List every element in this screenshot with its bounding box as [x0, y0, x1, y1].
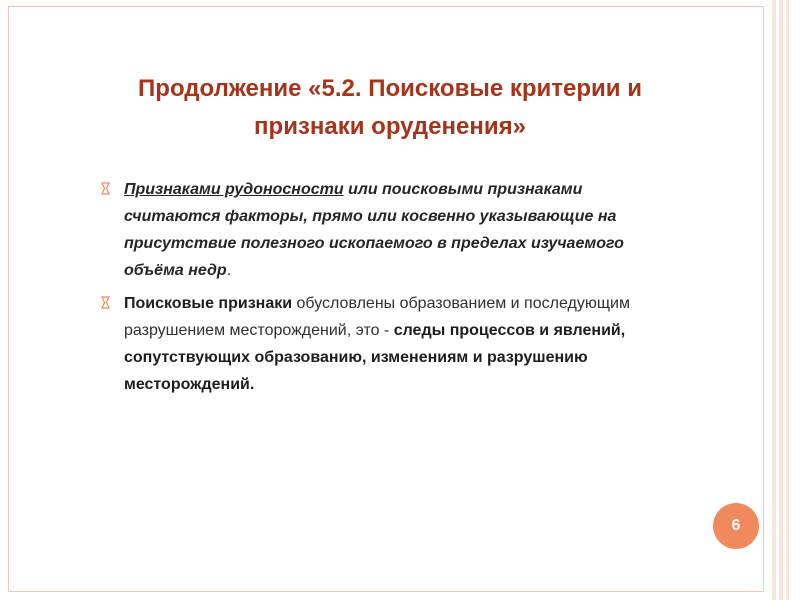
decorative-stripe: [786, 0, 789, 600]
slide-content: [100, 176, 670, 404]
bullet-text: считаются факторы, прямо или косвенно указывающие на присутствие полезного ископаемого в пределах изучаемого объёма недр: [124, 208, 624, 279]
title-line-1: Продолжение «5.2. Поисковые критерии и: [138, 75, 642, 102]
slide-title: [70, 70, 710, 146]
term-search-signs: поисковыми признаками: [382, 181, 583, 198]
decorative-stripe: [779, 0, 783, 600]
hollow-bracket-bullet-icon: [100, 296, 111, 309]
page-number-badge: 6: [713, 503, 759, 549]
hollow-bracket-bullet-icon: [100, 182, 111, 195]
bullet-item: [100, 290, 670, 398]
bullet-text: или: [343, 181, 383, 198]
decorative-stripe: [772, 0, 776, 600]
bullet-period: .: [226, 262, 232, 279]
bullet-item: [100, 176, 670, 284]
title-line-2: признаки оруденения»: [254, 113, 526, 140]
bullet-text: обусловлены образованием и последующим разрушением месторождений, это -: [124, 295, 630, 339]
bullet-emphasis: следы процессов и явлений, сопутствующих образованию, изменениям и разрушению месторождений.: [124, 322, 626, 393]
term-search-signs-bold: Поисковые признаки: [124, 295, 293, 312]
term-ore-bearing: Признаками рудоносности: [124, 181, 344, 198]
